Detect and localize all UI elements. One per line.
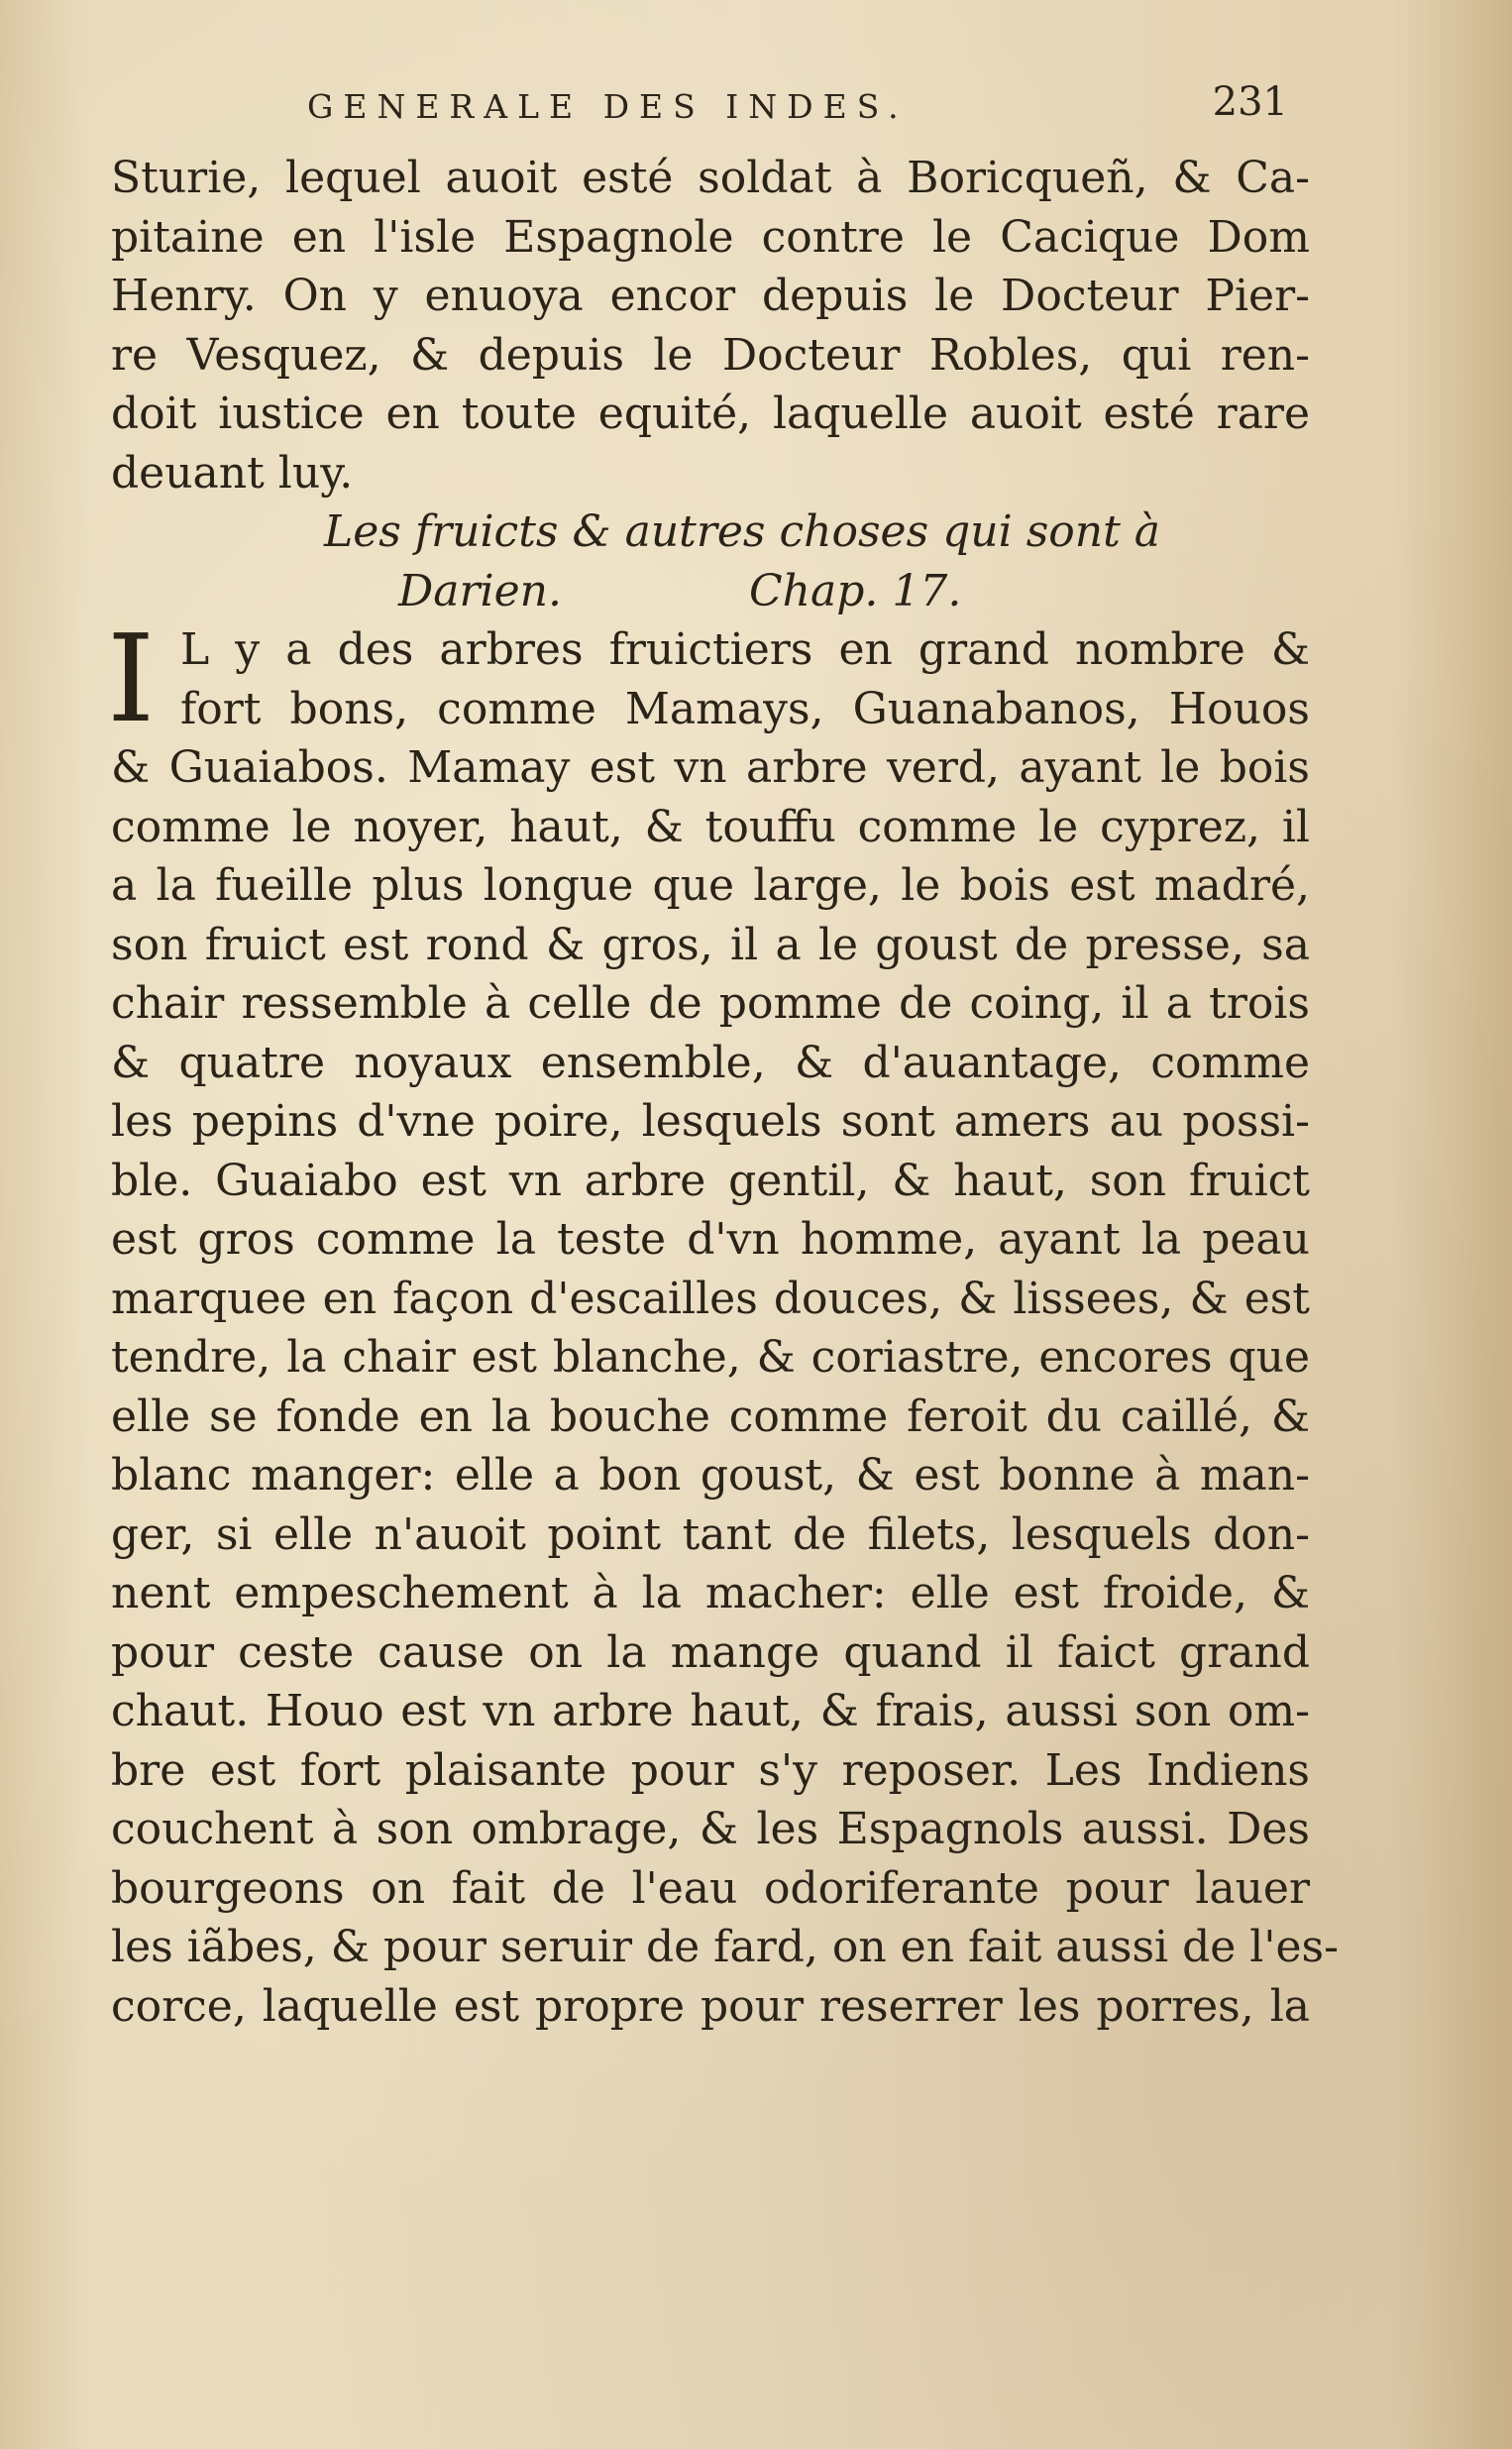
text-line: son fruict est rond & gros, il a le goust de presse, sa xyxy=(111,919,1310,970)
running-head: GENERALE DES INDES. xyxy=(307,87,909,126)
text-line: & Guaiabos. Mamay est vn arbre verd, ayant le bois xyxy=(111,742,1310,793)
text-line: bre est fort plaisante pour s'y reposer. Les Indiens xyxy=(111,1744,1310,1796)
text-line: L y a des arbres fruictiers en grand nombre & xyxy=(180,624,1310,675)
text-line: chair ressemble à celle de pomme de coing, il a trois xyxy=(111,978,1310,1029)
text-line: les pepins d'vne poire, lesquels sont amers au possi- xyxy=(111,1096,1310,1147)
text-line: nent empeschement à la macher: elle est froide, & xyxy=(111,1568,1310,1618)
text-line: bourgeons on fait de l'eau odoriferante pour lauer xyxy=(111,1862,1310,1914)
text-line: elle se fonde en la bouche comme feroit du caillé, & xyxy=(111,1391,1310,1442)
text-line: fort bons, comme Mamays, Guanabanos, Houos xyxy=(180,683,1310,734)
text-line: comme le noyer, haut, & touffu comme le cyprez, il xyxy=(111,801,1310,852)
text-line: blanc manger: elle a bon goust, & est bonne à man- xyxy=(111,1450,1310,1501)
page-header xyxy=(307,79,1298,137)
drop-cap: I xyxy=(107,609,156,749)
text-line: Henry. On y enuoya encor depuis le Docteur Pier- xyxy=(111,271,1310,321)
text-line: a la fueille plus longue que large, le bois est madré, xyxy=(111,860,1310,911)
text-line: deuant luy. xyxy=(111,447,354,499)
text-line: est gros comme la teste d'vn homme, ayant la peau xyxy=(111,1214,1310,1265)
text-line: pour ceste cause on la mange quand il faict grand xyxy=(111,1626,1310,1678)
text-line: doit iustice en toute equité, laquelle auoit esté rare xyxy=(111,389,1310,439)
text-line: re Vesquez, & depuis le Docteur Robles, qui ren- xyxy=(111,329,1310,381)
text-line: couchent à son ombrage, & les Espagnols aussi. Des xyxy=(111,1804,1310,1854)
text-line: ble. Guaiabo est vn arbre gentil, & haut, son fruict xyxy=(111,1155,1310,1206)
text-line: chaut. Houo est vn arbre haut, & frais, aussi son om- xyxy=(111,1686,1310,1736)
text-line: ger, si elle n'auoit point tant de filets, lesquels don- xyxy=(111,1508,1310,1560)
text-line: tendre, la chair est blanche, & coriastre, encores que xyxy=(111,1332,1310,1383)
chapter-number: Chap. 17. xyxy=(748,565,962,616)
text-block xyxy=(107,149,1339,2036)
page-number: 231 xyxy=(1212,79,1288,125)
text-line: corce, laquelle est propre pour reserrer les porres, la xyxy=(111,1980,1310,2032)
text-line: & quatre noyaux ensemble, & d'auantage, comme xyxy=(111,1037,1310,1088)
chapter-place: Darien. xyxy=(398,565,562,616)
text-line: Sturie, lequel auoit esté soldat à Boricqueñ, & Ca- xyxy=(111,153,1310,203)
text-line: pitaine en l'isle Espagnole contre le Cacique Dom xyxy=(111,211,1310,263)
chapter-opening xyxy=(107,609,1310,749)
text-line: les iãbes, & pour seruir de fard, on en fait aussi de l'es- xyxy=(111,1922,1339,1972)
text-line: marquee en façon d'escailles douces, & lissees, & est xyxy=(111,1273,1310,1324)
chapter-heading-second-line xyxy=(111,562,1310,621)
chapter-heading: Les fruicts & autres choses qui sont à xyxy=(324,506,1161,557)
